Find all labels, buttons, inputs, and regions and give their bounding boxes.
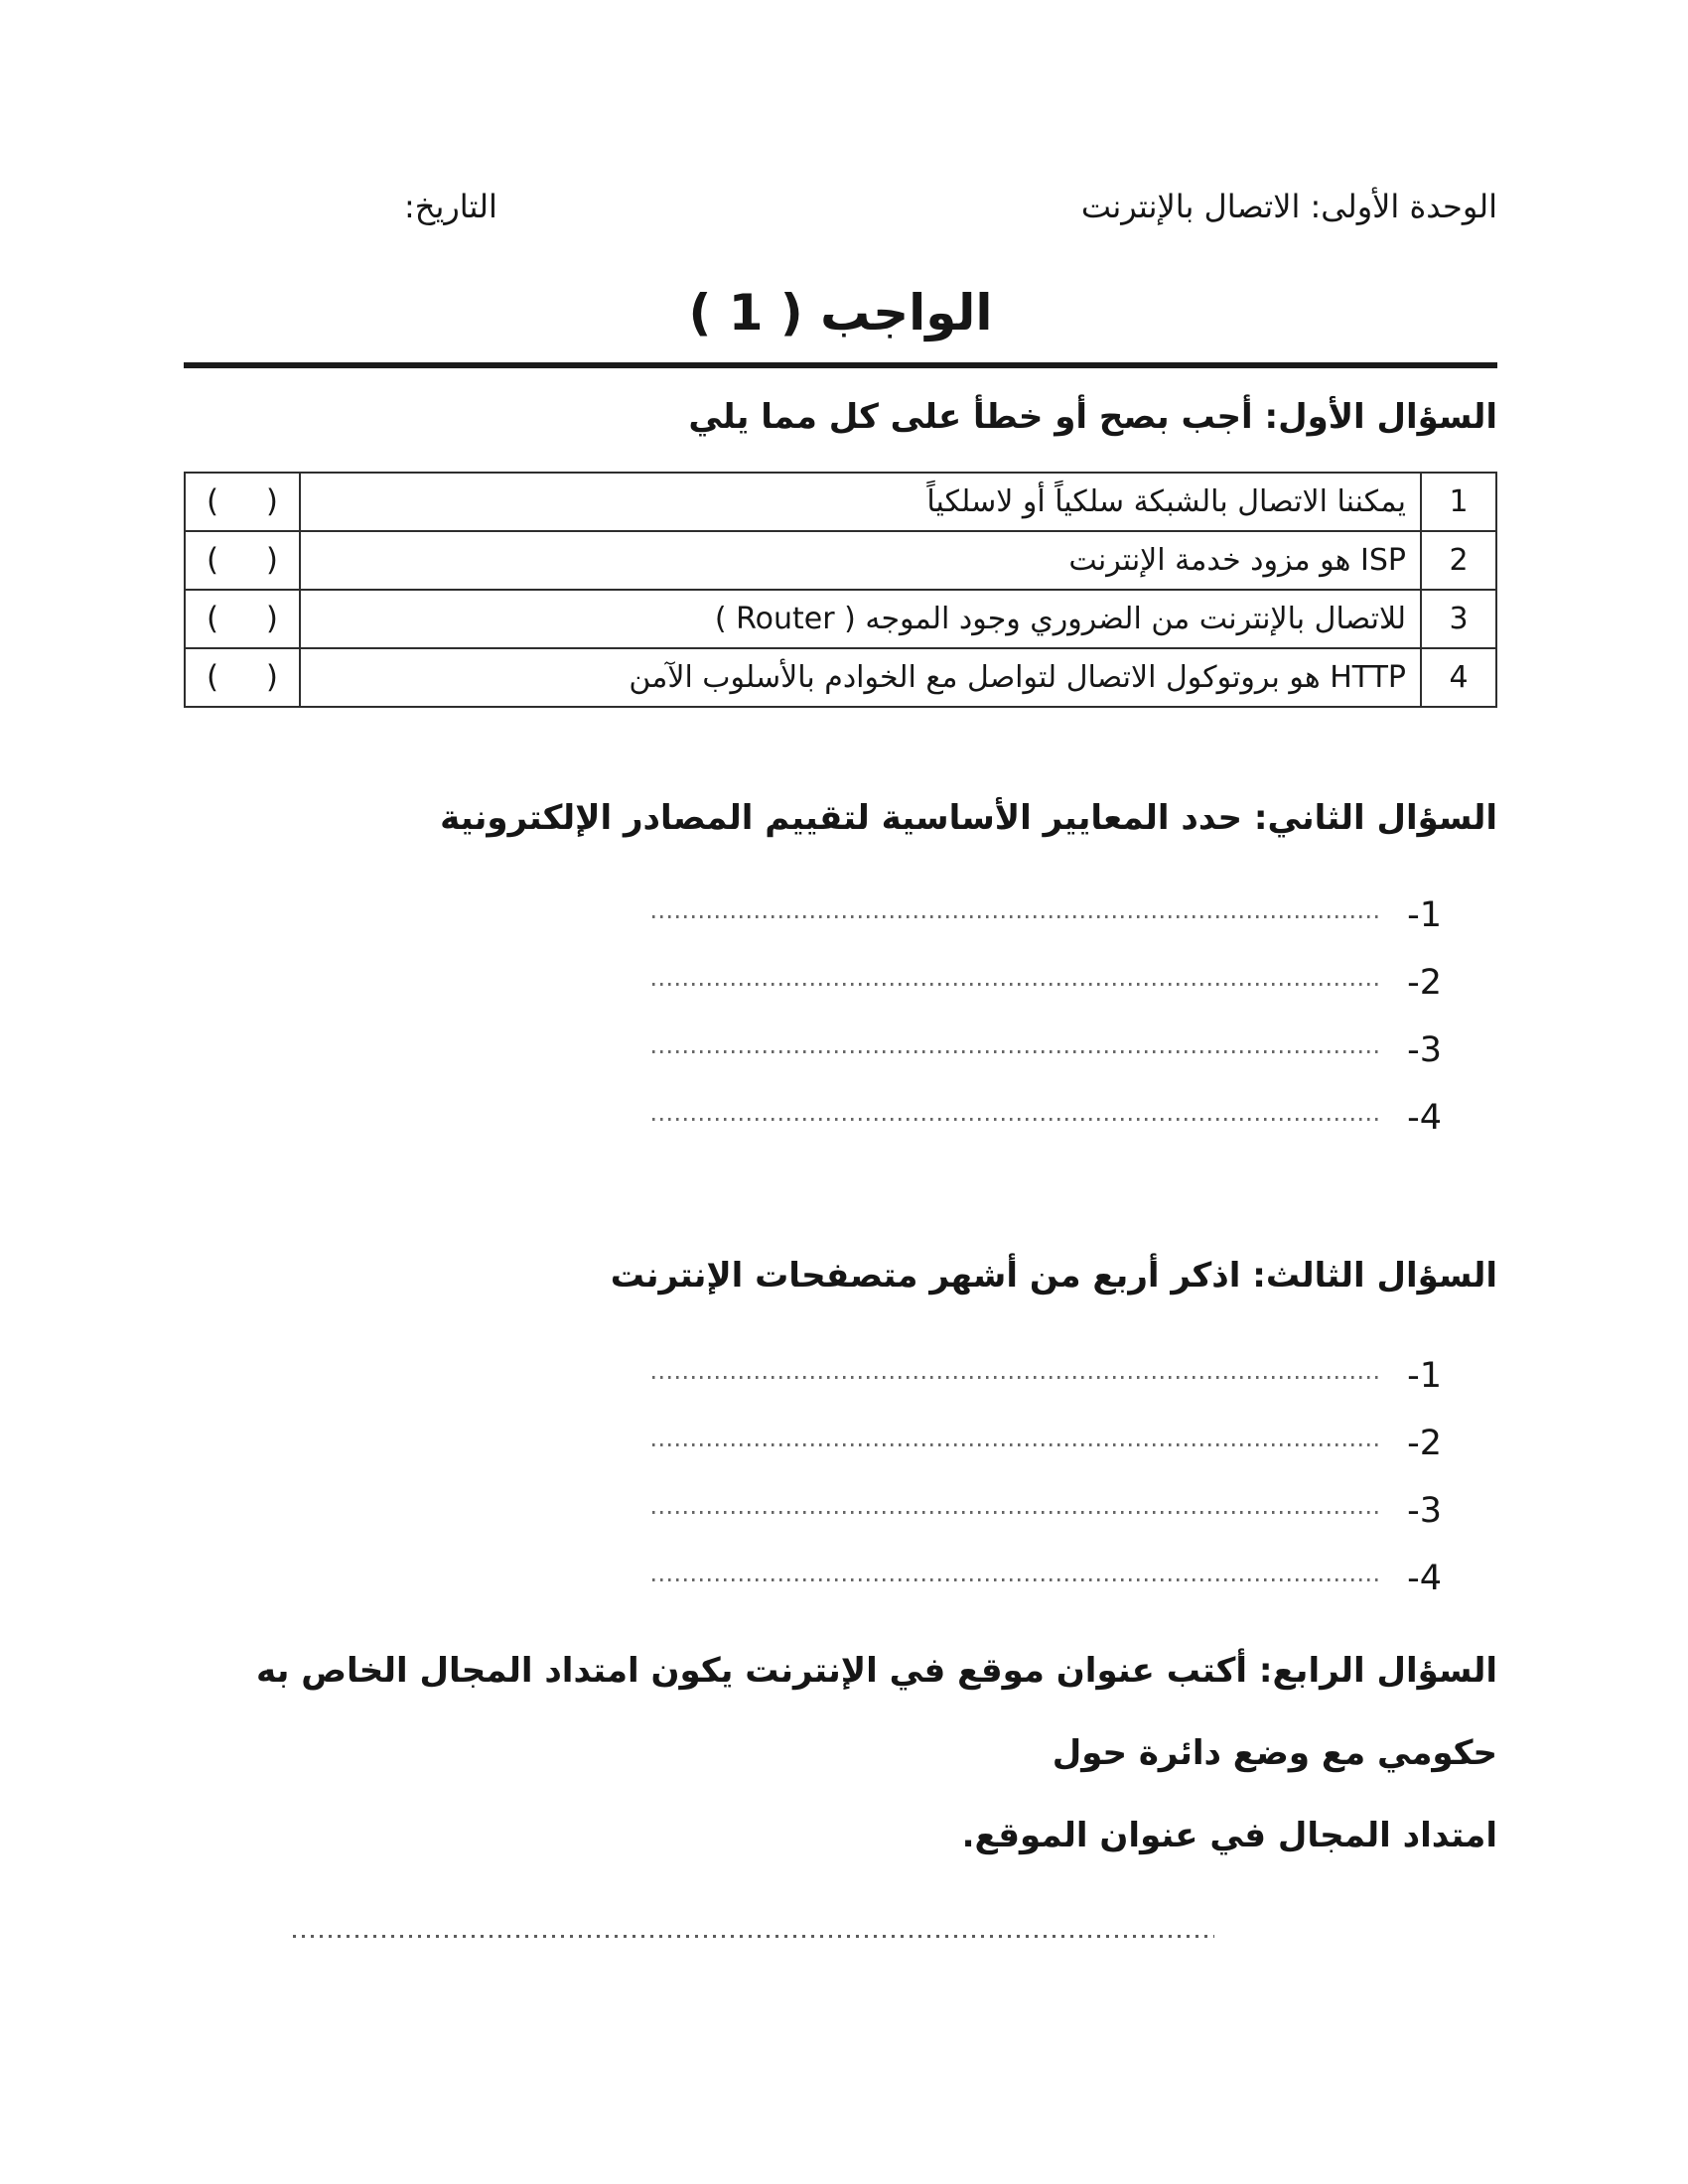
question4-line1: السؤال الرابع: أكتب عنوان موقع في الإنترنت يكون امتداد المجال الخاص به حكومي مع وضع دائرة حول xyxy=(256,1650,1497,1773)
blank-row xyxy=(652,1326,1442,1394)
row-statement: ISP هو مزود خدمة الإنترنت xyxy=(300,531,1421,590)
dotted-answer-line xyxy=(652,1443,1380,1446)
row-answer-cell xyxy=(185,648,300,707)
blank-number: -3 xyxy=(1407,1490,1442,1531)
row-answer-cell xyxy=(185,531,300,590)
table-row xyxy=(185,473,1496,531)
assignment-title: الواجب ( 1 ) xyxy=(688,283,993,341)
question3-blanks xyxy=(184,1326,1497,1596)
blank-number: -4 xyxy=(1407,1558,1442,1598)
question2-blanks xyxy=(184,866,1497,1139)
true-false-table xyxy=(184,472,1497,708)
question2-heading: السؤال الثاني: حدد المعايير الأساسية لتقييم المصادر الإلكترونية xyxy=(440,797,1497,838)
date-label: التاريخ: xyxy=(404,188,497,225)
blank-number: -2 xyxy=(1407,963,1442,1004)
table-row xyxy=(185,590,1496,648)
paren-open: ( xyxy=(207,601,219,637)
paren-open: ( xyxy=(207,659,219,696)
dotted-answer-line xyxy=(652,1376,1380,1379)
dotted-answer-line xyxy=(652,1578,1380,1581)
dotted-answer-line xyxy=(652,1118,1380,1121)
blank-row xyxy=(652,1001,1442,1071)
paren-open: ( xyxy=(207,483,219,520)
blank-row xyxy=(652,1068,1442,1139)
question4-heading xyxy=(184,1630,1497,1877)
blank-number: -4 xyxy=(1407,1098,1442,1139)
dotted-answer-line xyxy=(652,1050,1380,1053)
answer-parentheses xyxy=(187,601,298,636)
paren-close: ) xyxy=(265,483,278,520)
row-statement: للاتصال بالإنترنت من الضروري وجود الموجه ( Router ) xyxy=(300,590,1421,648)
row-number: 3 xyxy=(1421,590,1496,648)
title-divider xyxy=(184,362,1497,368)
row-number: 2 xyxy=(1421,531,1496,590)
question1-heading: السؤال الأول: أجب بصح أو خطأ على كل مما يلي xyxy=(688,397,1497,438)
row-statement: يمكننا الاتصال بالشبكة سلكياً أو لاسلكياً xyxy=(300,473,1421,531)
dotted-answer-line xyxy=(652,915,1380,918)
question4-line2: امتداد المجال في عنوان الموقع. xyxy=(961,1815,1497,1855)
blank-number: -1 xyxy=(1407,895,1442,936)
unit-title: الوحدة الأولى: الاتصال بالإنترنت xyxy=(1080,188,1497,225)
row-number: 1 xyxy=(1421,473,1496,531)
question4-dotted-answer-line xyxy=(293,1935,1214,1938)
paren-close: ) xyxy=(265,601,278,637)
blank-row xyxy=(652,1529,1442,1596)
row-statement: HTTP هو بروتوكول الاتصال لتواصل مع الخوادم بالأسلوب الآمن xyxy=(300,648,1421,707)
answer-parentheses xyxy=(187,542,298,578)
blank-number: -3 xyxy=(1407,1030,1442,1071)
table-row xyxy=(185,648,1496,707)
answer-parentheses xyxy=(187,659,298,695)
blank-row xyxy=(652,866,1442,936)
table-row xyxy=(185,531,1496,590)
paren-close: ) xyxy=(265,542,278,579)
question3-heading: السؤال الثالث: اذكر أربع من أشهر متصفحات الإنترنت xyxy=(610,1256,1497,1297)
blank-number: -1 xyxy=(1407,1355,1442,1396)
paren-close: ) xyxy=(265,659,278,696)
row-number: 4 xyxy=(1421,648,1496,707)
blank-number: -2 xyxy=(1407,1423,1442,1463)
dotted-answer-line xyxy=(652,983,1380,986)
row-answer-cell xyxy=(185,473,300,531)
blank-row xyxy=(652,1461,1442,1529)
dotted-answer-line xyxy=(652,1511,1380,1514)
answer-parentheses xyxy=(187,483,298,519)
paren-open: ( xyxy=(207,542,219,579)
blank-row xyxy=(652,1394,1442,1461)
row-answer-cell xyxy=(185,590,300,648)
page-header xyxy=(184,0,1497,228)
blank-row xyxy=(652,933,1442,1004)
